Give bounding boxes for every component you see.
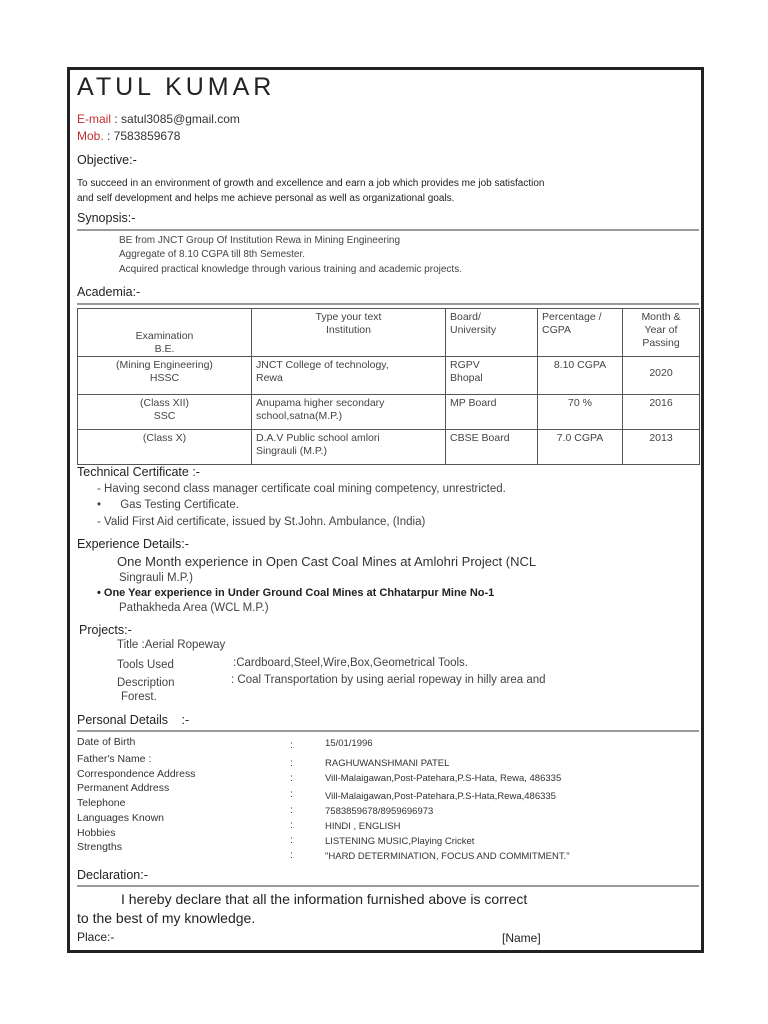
cell-year: 2016 <box>623 395 700 430</box>
email-line <box>77 112 240 126</box>
colon: : <box>290 819 293 831</box>
table-row <box>78 430 700 465</box>
technical-item <box>97 499 239 511</box>
table-row <box>78 357 700 395</box>
header-year <box>623 309 700 357</box>
cell-exam-line2: SSC <box>153 410 176 422</box>
cell-year: 2020 <box>623 357 700 395</box>
objective-line-1: To succeed in an environment of growth and excellence and earn a job which provides me job satisfaction <box>77 178 545 189</box>
cell-year: 2013 <box>623 430 700 465</box>
tools-label: Tools Used <box>117 659 174 671</box>
label-hobbies: Hobbies <box>77 827 116 839</box>
cell-board-line1: RGPV <box>450 359 480 371</box>
project-title: Title :Aerial Ropeway <box>117 639 226 651</box>
header-board <box>446 309 538 357</box>
technical-item-text: Gas Testing Certificate. <box>120 499 239 511</box>
experience-line: • One Year experience in Under Ground Coal Mines at Chhatarpur Mine No-1 <box>97 587 495 599</box>
colon: : <box>290 849 293 861</box>
section-rule <box>77 303 699 305</box>
value-strengths: "HARD DETERMINATION, FOCUS AND COMMITMENT." <box>325 851 570 862</box>
section-rule <box>77 885 699 887</box>
mobile-label: Mob. <box>77 129 104 143</box>
cell-board-line1: CBSE Board <box>450 432 510 444</box>
cell-institution <box>252 395 446 430</box>
header-examination <box>78 309 252 357</box>
header-pct-line1: Percentage / <box>542 311 602 323</box>
header-year-line1: Month & <box>641 311 681 323</box>
experience-line: One Month experience in Open Cast Coal Mines at Amlohri Project (NCL <box>117 554 537 569</box>
header-board-line1: Board/ <box>450 311 481 323</box>
experience-line: Singrauli M.P.) <box>119 572 193 584</box>
cell-board-line1: MP Board <box>450 397 497 409</box>
objective-line-2: and self development and helps me achieve personal as well as organizational goals. <box>77 193 455 204</box>
cell-percentage: 8.10 CGPA <box>538 357 623 395</box>
label-permanent: Permanent Address <box>77 782 170 794</box>
description-value: : Coal Transportation by using aerial ropeway in hilly area and <box>231 674 546 686</box>
academia-table <box>77 308 700 465</box>
email-value: : satul3085@gmail.com <box>114 112 240 126</box>
bullet-icon: • <box>97 499 102 511</box>
cell-exam-line1: (Class X) <box>142 432 187 444</box>
candidate-name: ATUL KUMAR <box>77 73 276 101</box>
cell-board <box>446 357 538 395</box>
personal-heading-text: Personal Details <box>77 713 169 727</box>
synopsis-heading: Synopsis:- <box>77 211 136 225</box>
tools-value: :Cardboard,Steel,Wire,Box,Geometrical Tools. <box>233 657 468 669</box>
header-percentage <box>538 309 623 357</box>
declaration-line-2: to the best of my knowledge. <box>77 910 256 926</box>
cell-inst-line2: Singrauli (M.P.) <box>256 445 327 457</box>
cell-board <box>446 430 538 465</box>
mobile-line <box>77 129 180 143</box>
header-year-line2: Year of <box>644 324 678 336</box>
description-label: Description <box>117 677 175 689</box>
cell-inst-line2: Rewa <box>256 372 283 384</box>
experience-line: Pathakheda Area (WCL M.P.) <box>119 602 269 614</box>
objective-heading: Objective:- <box>77 153 137 167</box>
header-exam-text: Examination <box>135 330 194 342</box>
cell-inst-line1: JNCT College of technology, <box>256 359 389 371</box>
label-strengths: Strengths <box>77 841 122 853</box>
colon: : <box>290 757 293 769</box>
section-rule <box>77 229 699 231</box>
technical-heading: Technical Certificate :- <box>77 465 200 479</box>
value-permanent: Vill-Malaigawan,Post-Patehara,P.S-Hata,Rewa,486335 <box>325 791 556 802</box>
personal-heading-suffix: :- <box>181 713 190 727</box>
technical-item: - Having second class manager certificate coal mining competency, unrestricted. <box>97 483 506 495</box>
header-exam-be: B.E. <box>154 343 175 355</box>
header-inst-line1: Type your text <box>315 311 382 323</box>
experience-heading: Experience Details:- <box>77 537 189 551</box>
cell-exam <box>78 430 252 465</box>
table-header-row <box>78 309 700 357</box>
value-dob: 15/01/1996 <box>325 738 373 749</box>
cell-institution <box>252 430 446 465</box>
cell-inst-line2: school,satna(M.P.) <box>256 410 343 422</box>
cell-board <box>446 395 538 430</box>
projects-heading: Projects:- <box>79 623 132 637</box>
synopsis-item: BE from JNCT Group Of Institution Rewa in Mining Engineering <box>119 235 401 246</box>
cell-board-line2: Bhopal <box>450 372 483 384</box>
description-label-2: Forest. <box>121 691 157 703</box>
cell-inst-line1: D.A.V Public school amlori <box>256 432 380 444</box>
synopsis-item: Aggregate of 8.10 CGPA till 8th Semester. <box>119 249 306 260</box>
mobile-value: : 7583859678 <box>107 129 181 143</box>
header-institution <box>252 309 446 357</box>
cell-exam-line1: (Class XII) <box>139 397 189 409</box>
cell-exam <box>78 357 252 395</box>
name-placeholder: [Name] <box>502 931 541 945</box>
cell-percentage: 70 % <box>538 395 623 430</box>
cell-exam <box>78 395 252 430</box>
cell-percentage: 7.0 CGPA <box>538 430 623 465</box>
synopsis-item: Acquired practical knowledge through various training and academic projects. <box>119 264 462 275</box>
technical-item: - Valid First Aid certificate, issued by St.John. Ambulance, (India) <box>97 516 426 528</box>
cell-exam-line1: (Mining Engineering) <box>116 359 213 371</box>
header-board-line2: University <box>450 324 497 336</box>
cell-institution <box>252 357 446 395</box>
colon: : <box>290 788 293 800</box>
declaration-heading: Declaration:- <box>77 868 148 882</box>
value-telephone: 7583859678/8959696973 <box>325 806 434 817</box>
value-hobbies: LISTENING MUSIC,Playing Cricket <box>325 836 475 847</box>
label-father: Father's Name : <box>77 753 152 765</box>
label-correspondence: Correspondence Address <box>77 768 196 780</box>
colon: : <box>290 834 293 846</box>
academia-heading: Academia:- <box>77 285 141 299</box>
value-father: RAGHUWANSHMANI PATEL <box>325 758 450 769</box>
label-telephone: Telephone <box>77 797 126 809</box>
place-label: Place:- <box>77 930 115 944</box>
label-languages: Languages Known <box>77 812 164 824</box>
header-year-line3: Passing <box>642 337 680 349</box>
value-correspondence: Vill-Malaigawan,Post-Patehara,P.S-Hata, Rewa, 486335 <box>325 773 562 784</box>
cell-inst-line1: Anupama higher secondary <box>256 397 385 409</box>
section-rule <box>77 730 699 732</box>
colon: : <box>290 772 293 784</box>
personal-heading <box>77 713 189 727</box>
label-dob: Date of Birth <box>77 736 136 748</box>
cell-exam-line2: HSSC <box>149 372 180 384</box>
colon: : <box>290 804 293 816</box>
table-row <box>78 395 700 430</box>
header-inst-line2: Institution <box>326 324 371 336</box>
value-languages: HINDI , ENGLISH <box>325 821 401 832</box>
header-pct-line2: CGPA <box>542 324 571 336</box>
colon: : <box>290 739 293 751</box>
declaration-line-1: I hereby declare that all the information furnished above is correct <box>121 891 528 907</box>
resume-page <box>67 67 704 953</box>
email-label: E-mail <box>77 112 112 126</box>
